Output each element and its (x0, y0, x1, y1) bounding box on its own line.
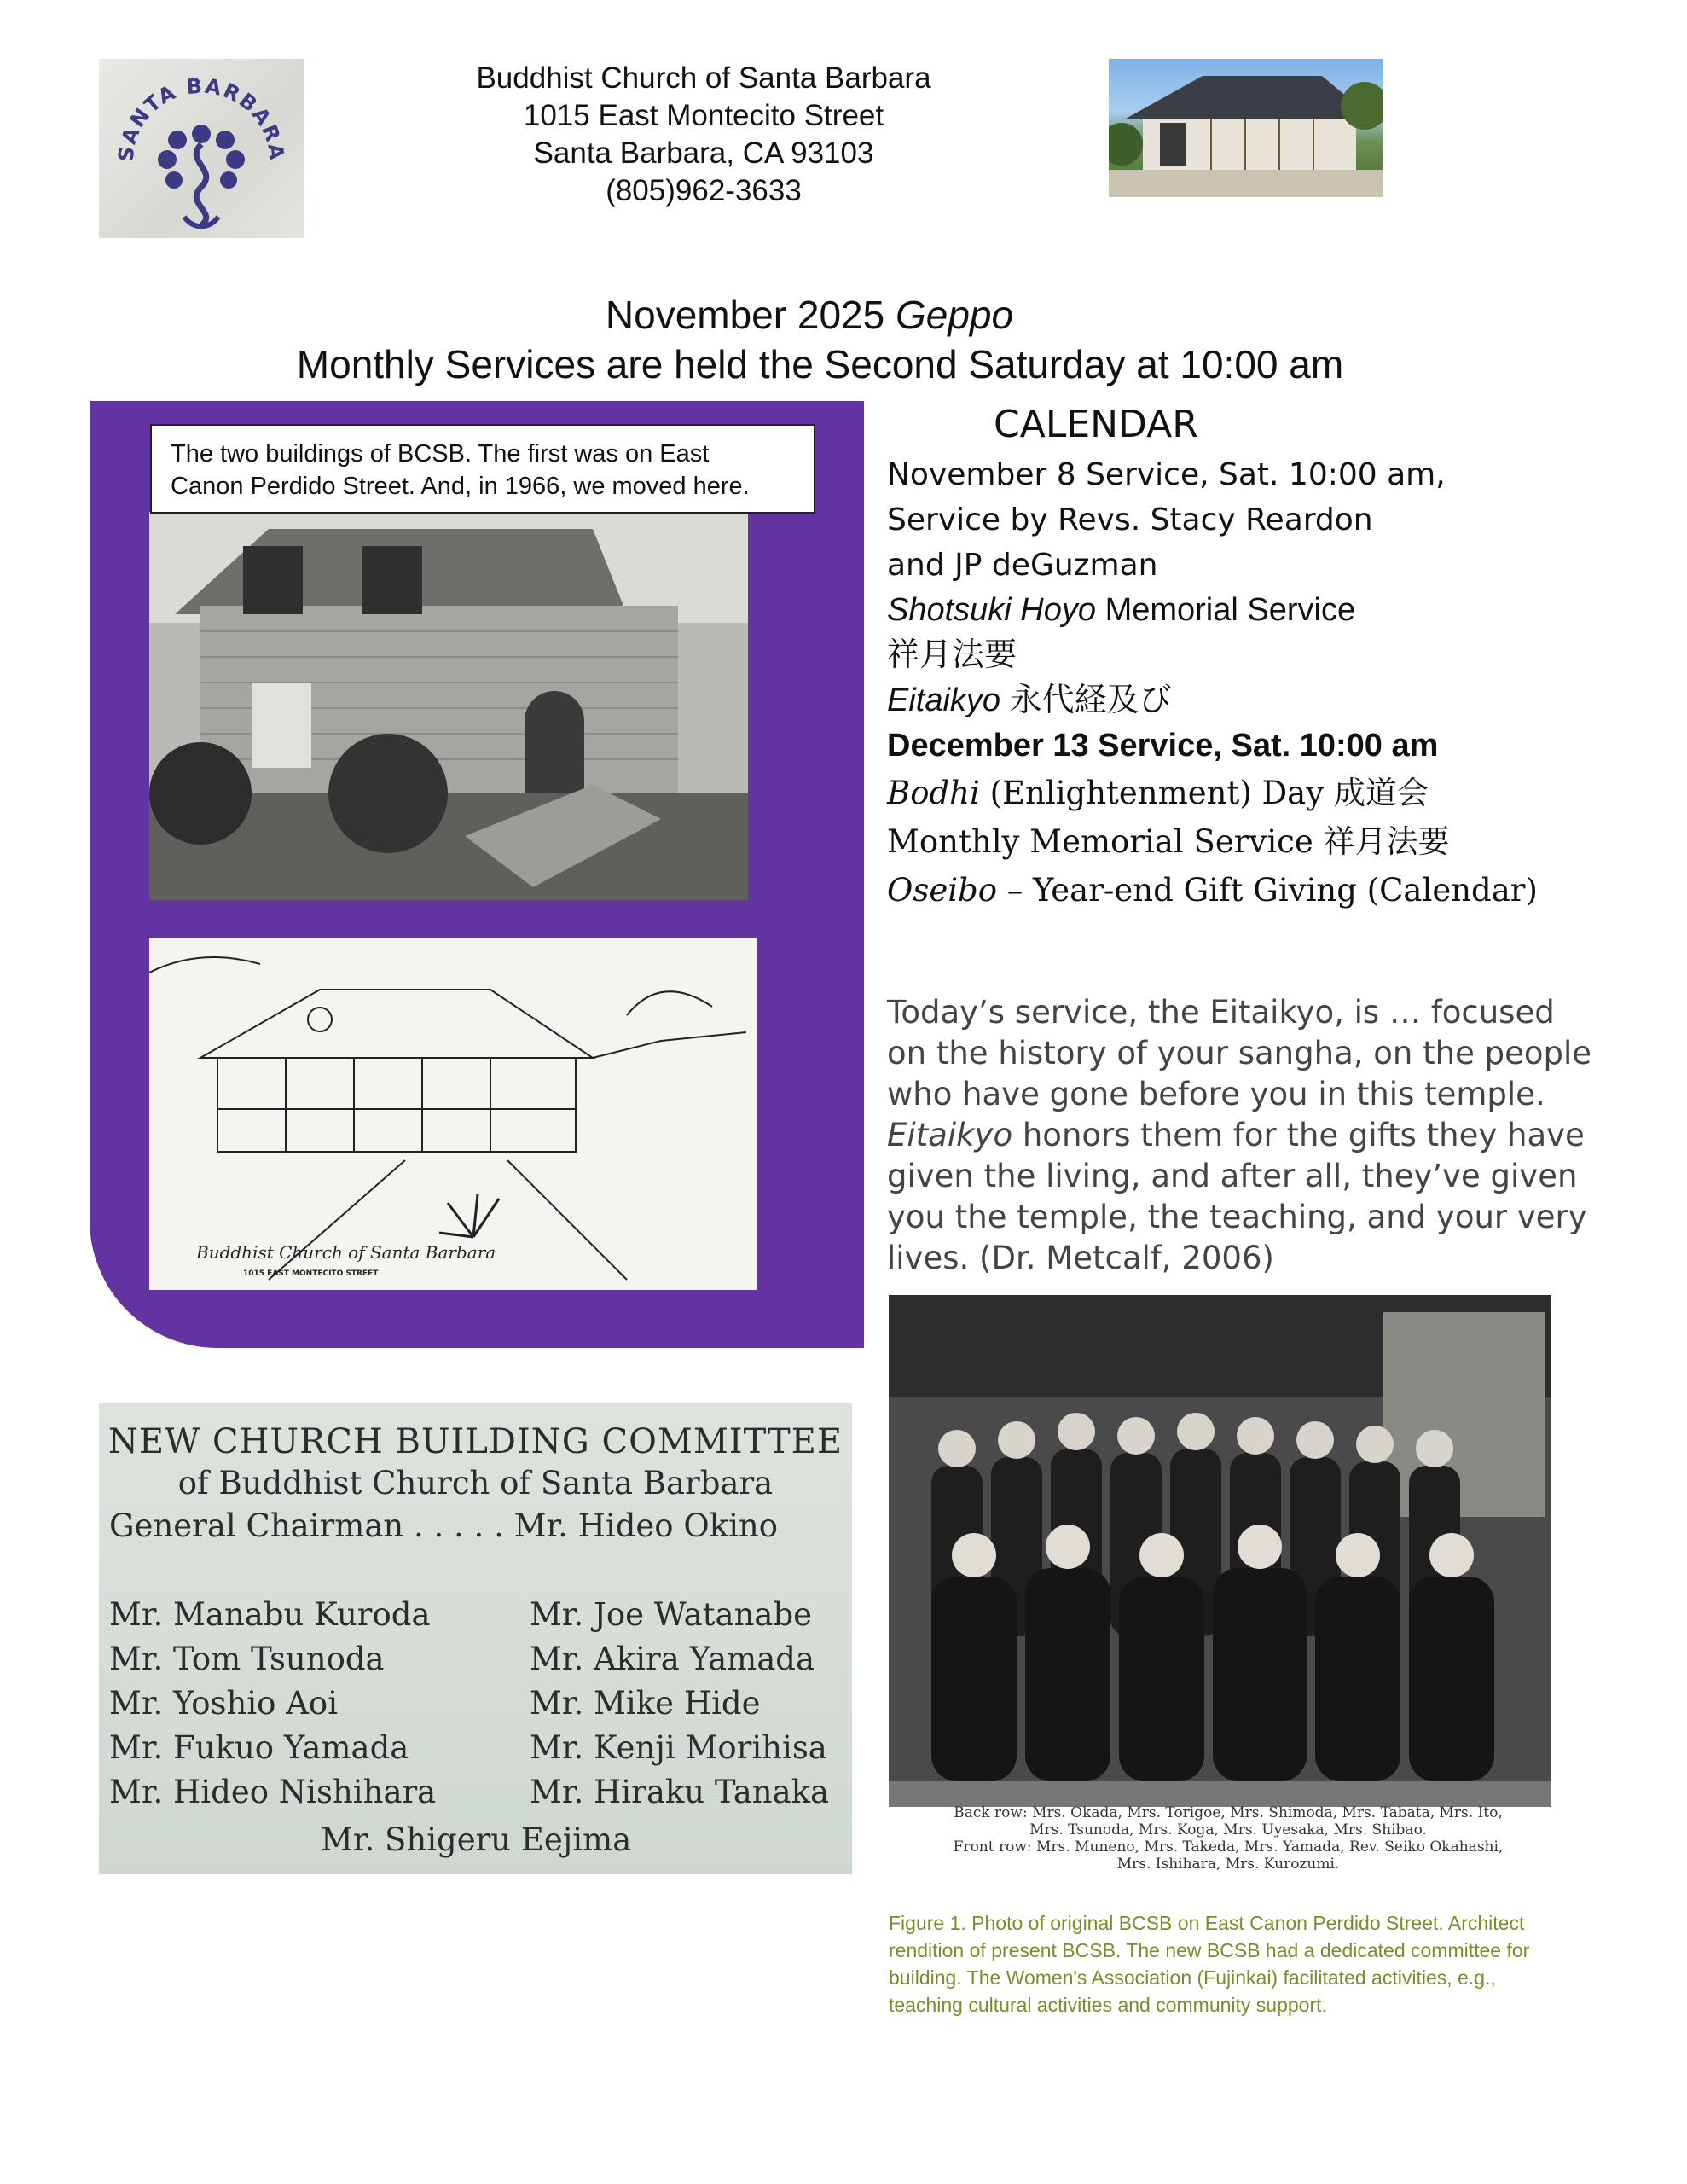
street-address: 1015 East Montecito Street (523, 99, 884, 132)
committee-last-member: Mr. Shigeru Eejima (321, 1821, 632, 1858)
quote-line: who have gone before you in this temple. (887, 1076, 1545, 1112)
caption-line-1: The two buildings of BCSB. The first was on East (171, 440, 710, 468)
committee-member: Mr. Kenji Morihisa (530, 1729, 827, 1766)
memorial-line: Monthly Memorial Service 祥月法要 (887, 823, 1450, 860)
title-subtitle: Monthly Services are held the Second Saturday at 10:00 am (296, 342, 1344, 386)
oseibo-line: Oseibo – Year-end Gift Giving (Calendar) (887, 872, 1538, 909)
committee-member: Mr. Hiraku Tanaka (530, 1774, 830, 1810)
committee-member: Mr. Joe Watanabe (530, 1596, 813, 1633)
svg-text:SANTA BARBARA (114, 74, 289, 163)
sketch-street: 1015 EAST MONTECITO STREET (243, 1269, 379, 1278)
caption-line-2: Canon Perdido Street. And, in 1966, we moved here. (171, 473, 750, 500)
committee-member: Mr. Hideo Nishihara (109, 1774, 437, 1810)
group-photo-caption (938, 1804, 1518, 1873)
committee-chairman: General Chairman . . . . . Mr. Hideo Okino (109, 1507, 779, 1544)
sketch-signature: Buddhist Church of Santa Barbara (196, 1242, 496, 1263)
architect-sketch (149, 938, 757, 1290)
committee-org: of Buddhist Church of Santa Barbara (177, 1465, 774, 1502)
wisteria-crest-icon (99, 59, 304, 238)
city-state-zip: Santa Barbara, CA 93103 (533, 136, 874, 170)
caption-back-row: Back row: Mrs. Okada, Mrs. Torigoe, Mrs. Shimoda, Mrs. Tabata, Mrs. Ito, (954, 1804, 1503, 1821)
committee-member: Mr. Mike Hide (530, 1685, 761, 1722)
newsletter-title (0, 290, 1687, 389)
nov-service: November 8 Service, Sat. 10:00 am, (887, 457, 1446, 492)
shotsuki-line: Shotsuki Hoyo Memorial Service (887, 592, 1356, 628)
original-building-photo (149, 512, 748, 900)
quote-line: given the living, and after all, they’ve given (887, 1158, 1578, 1194)
temple-photo (1109, 59, 1383, 197)
nov-service-by: Service by Revs. Stacy Reardon (887, 502, 1373, 537)
figure-caption (889, 1909, 1639, 2018)
calendar-heading: CALENDAR (994, 403, 1198, 446)
committee-member: Mr. Akira Yamada (530, 1641, 815, 1677)
quote-line: Today’s service, the Eitaikyo, is … focused (887, 994, 1555, 1031)
church-name: Buddhist Church of Santa Barbara (476, 61, 931, 95)
committee-member: Mr. Manabu Kuroda (109, 1596, 431, 1633)
caption-back-row-cont: Mrs. Tsunoda, Mrs. Koga, Mrs. Uyesaka, Mrs. Shibao. (1029, 1821, 1427, 1838)
committee-member: Mr. Yoshio Aoi (109, 1685, 339, 1722)
calendar-list (887, 452, 1655, 915)
quote-line: lives. (Dr. Metcalf, 2006) (887, 1240, 1274, 1276)
buildings-caption (150, 424, 815, 514)
committee-left-column (109, 1593, 436, 1815)
quote-line: on the history of your sangha, on the people (887, 1035, 1592, 1072)
caption-front-row-cont: Mrs. Ishihara, Mrs. Kurozumi. (1116, 1856, 1340, 1873)
nov-service-ministers: and JP deGuzman (887, 548, 1158, 583)
dec-service: December 13 Service, Sat. 10:00 am (887, 728, 1439, 764)
bodhi-day-line: Bodhi (Enlightenment) Day 成道会 (887, 775, 1429, 811)
church-address (401, 60, 1006, 210)
fujinkai-group-photo (889, 1295, 1551, 1807)
building-committee-photo (99, 1403, 852, 1874)
figure-caption-line: rendition of present BCSB. The new BCSB had a dedicated committee for (889, 1939, 1530, 1961)
logo-text: SANTA BARBARA (113, 73, 289, 163)
figure-caption-line: Figure 1. Photo of original BCSB on East Canon Perdido Street. Architect (889, 1912, 1525, 1934)
committee-right-column (530, 1593, 829, 1815)
metcalf-quote (887, 992, 1655, 1279)
quote-line: Eitaikyo honors them for the gifts they have (887, 1117, 1585, 1153)
title-month: November 2025 Geppo (605, 293, 1014, 337)
committee-title: NEW CHURCH BUILDING COMMITTEE (107, 1422, 844, 1461)
church-logo (99, 59, 304, 238)
committee-member: Mr. Fukuo Yamada (109, 1729, 409, 1766)
quote-line: you the temple, the teaching, and your very (887, 1199, 1587, 1235)
committee-member: Mr. Tom Tsunoda (109, 1641, 385, 1677)
figure-caption-line: teaching cultural activities and community support. (889, 1994, 1327, 2016)
eitaikyo-line: Eitaikyo 永代経及び (887, 682, 1172, 718)
figure-caption-line: building. The Women's Association (Fujinkai) facilitated activities, e.g., (889, 1966, 1496, 1989)
phone-number: (805)962-3633 (606, 174, 802, 207)
caption-front-row: Front row: Mrs. Muneno, Mrs. Takeda, Mrs. Yamada, Rev. Seiko Okahashi, (953, 1838, 1504, 1856)
shotsuki-japanese: 祥月法要 (887, 637, 1017, 673)
